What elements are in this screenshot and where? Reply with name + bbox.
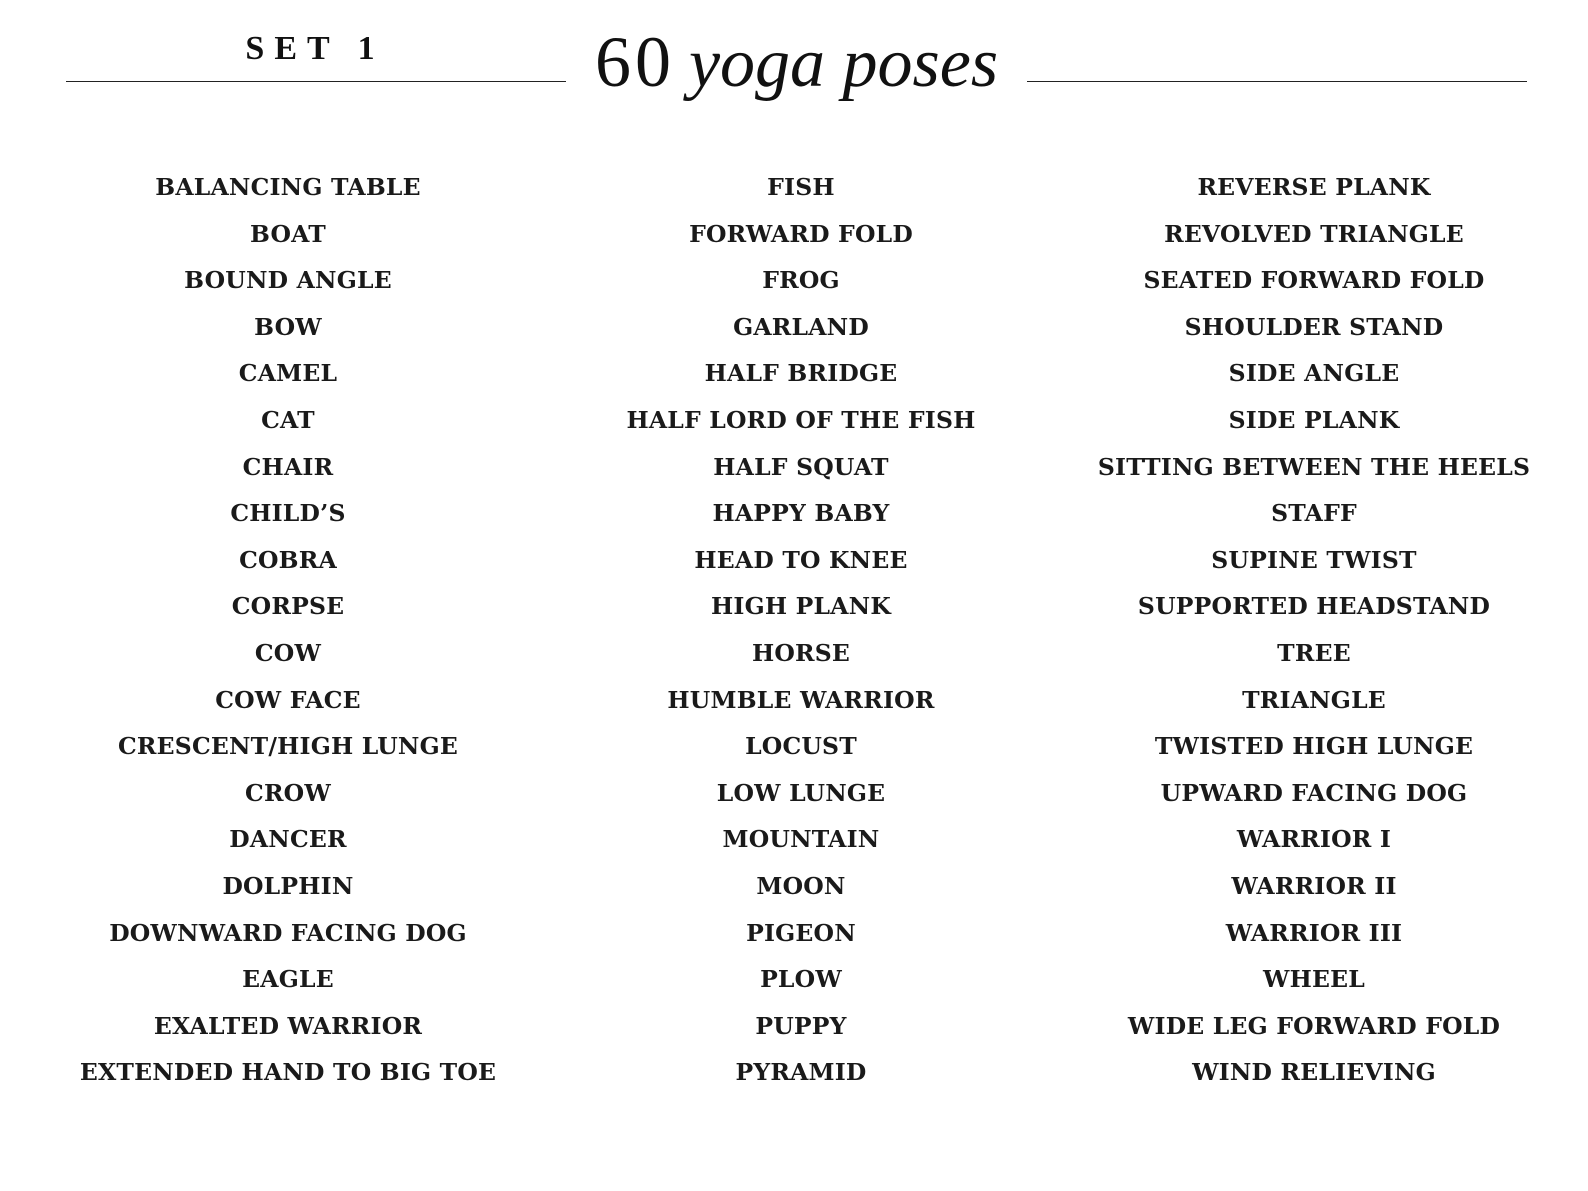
pose-item: PUPPY [755, 1011, 847, 1040]
pose-item: PIGEON [746, 918, 856, 947]
pose-item: UPWARD FACING DOG [1160, 778, 1468, 807]
pose-item: TREE [1277, 638, 1351, 667]
pose-item: HALF SQUAT [713, 452, 889, 481]
pose-item: WARRIOR I [1236, 825, 1392, 854]
pose-item: HAPPY BABY [712, 499, 890, 528]
pose-item: CORPSE [231, 592, 345, 621]
pose-item: EXTENDED HAND TO BIG TOE [79, 1058, 497, 1087]
pose-item: BOUND ANGLE [184, 266, 392, 295]
pose-item: MOON [756, 871, 846, 900]
pose-item: TWISTED HIGH LUNGE [1154, 732, 1474, 761]
pose-item: LOCUST [745, 732, 857, 761]
pose-item: HALF LORD OF THE FISH [626, 405, 976, 434]
pose-item: HUMBLE WARRIOR [667, 685, 935, 714]
pose-item: BALANCING TABLE [155, 173, 421, 201]
page-title [566, 22, 1027, 102]
pose-item: CROW [245, 778, 331, 807]
pose-item: LOW LUNGE [716, 778, 886, 807]
pose-item: SIDE PLANK [1228, 405, 1400, 434]
pose-item: WARRIOR III [1225, 918, 1403, 947]
pose-item: CRESCENT/HIGH LUNGE [118, 732, 458, 761]
pose-item: FROG [762, 266, 840, 295]
pose-item: BOAT [249, 219, 326, 248]
pose-item: WHEEL [1263, 965, 1365, 994]
pose-item: GARLAND [733, 312, 869, 341]
pose-item: SUPINE TWIST [1211, 545, 1417, 574]
header-rule-right [1027, 81, 1527, 82]
set-label: SET 1 [245, 30, 385, 67]
pose-item: TRIANGLE [1242, 685, 1386, 714]
pose-item: REVERSE PLANK [1197, 173, 1431, 201]
pose-column-2 [541, 168, 1061, 1100]
pose-item: PLOW [760, 965, 842, 994]
pose-item: DANCER [229, 825, 347, 854]
pose-item: CAMEL [238, 359, 338, 388]
pose-item: SHOULDER STAND [1184, 312, 1444, 341]
pose-item: FISH [767, 173, 835, 201]
pose-item: CHILD’S [230, 499, 346, 528]
pose-item: SITTING BETWEEN THE HEELS [1097, 452, 1531, 481]
pose-item: HORSE [751, 638, 851, 667]
pose-column-1 [28, 168, 548, 1100]
pose-column-3 [1054, 168, 1574, 1100]
pose-item: WARRIOR II [1231, 871, 1397, 900]
pose-item: BOW [254, 312, 322, 341]
pose-item: PYRAMID [735, 1058, 867, 1087]
pose-item: HEAD TO KNEE [694, 545, 908, 574]
title-number: 60 [594, 22, 675, 102]
pose-item: SUPPORTED HEADSTAND [1137, 592, 1491, 621]
pose-item: SEATED FORWARD FOLD [1143, 266, 1485, 295]
pose-item: HALF BRIDGE [704, 359, 898, 388]
pose-item: COBRA [239, 545, 337, 574]
pose-item: REVOLVED TRIANGLE [1164, 219, 1464, 248]
pose-columns [0, 168, 1588, 1088]
pose-item: WIND RELIEVING [1192, 1058, 1436, 1087]
pose-item: MOUNTAIN [722, 825, 880, 854]
pose-item: DOLPHIN [222, 871, 354, 900]
pose-item: SIDE ANGLE [1228, 359, 1400, 388]
pose-item: FORWARD FOLD [689, 219, 913, 248]
pose-item: HIGH PLANK [711, 592, 891, 621]
pose-item: COW [254, 638, 322, 667]
header-rule-left [66, 81, 566, 82]
title-text: yoga poses [688, 25, 999, 102]
pose-item: CAT [261, 405, 315, 434]
pose-item: DOWNWARD FACING DOG [109, 918, 467, 947]
pose-item: EXALTED WARRIOR [153, 1011, 423, 1040]
pose-item: EAGLE [242, 965, 334, 994]
pose-item: WIDE LEG FORWARD FOLD [1127, 1011, 1501, 1040]
pose-item: COW FACE [215, 685, 361, 714]
pose-item: STAFF [1271, 499, 1357, 528]
pose-item: CHAIR [242, 452, 334, 481]
